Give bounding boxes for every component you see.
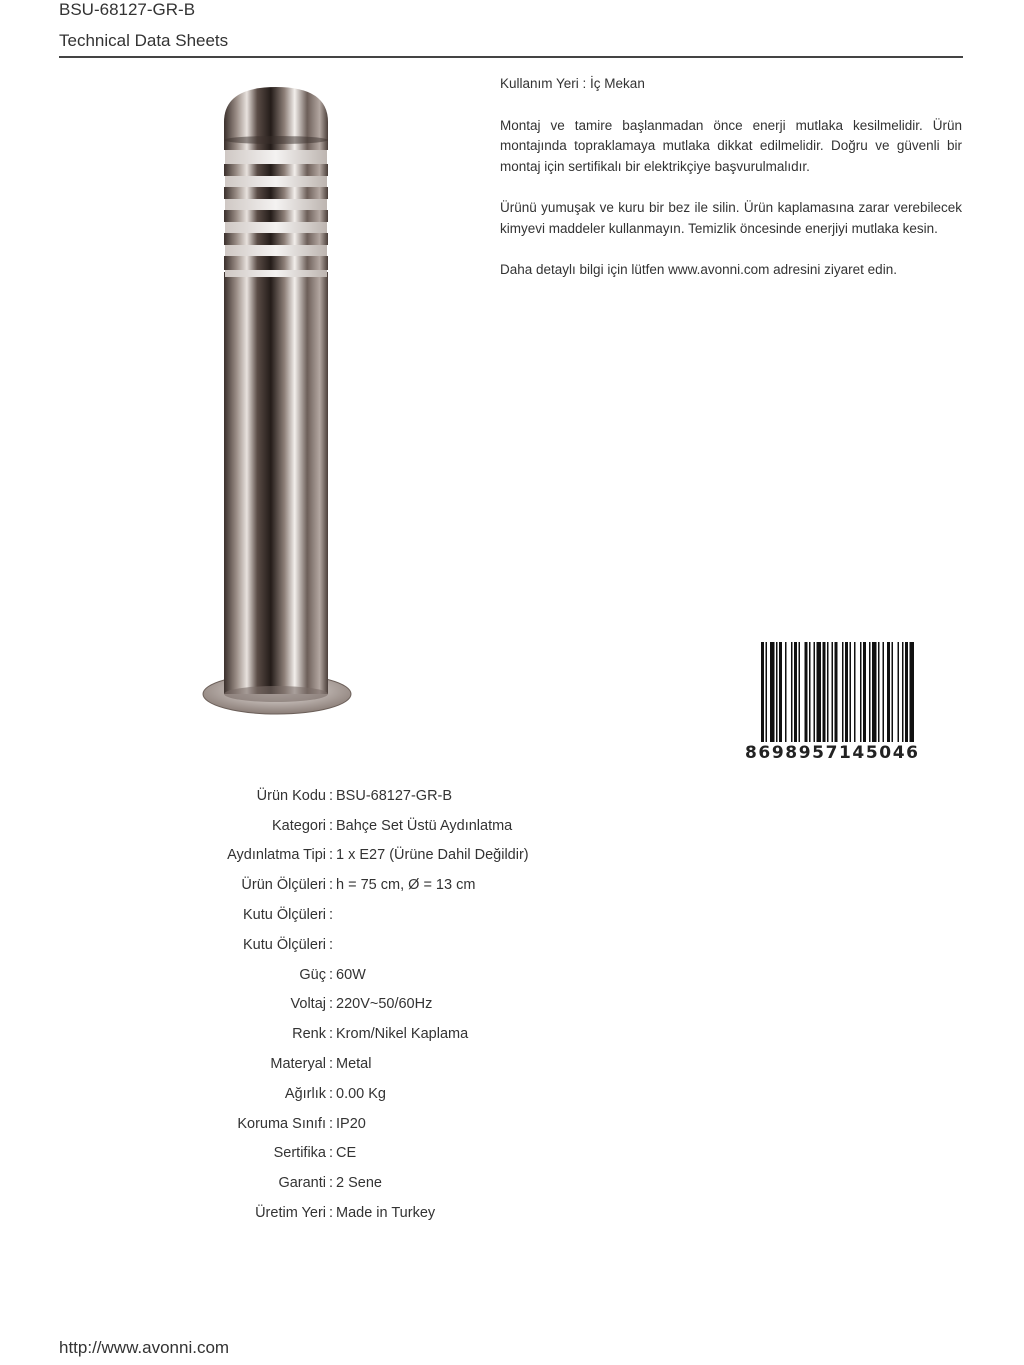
barcode-number: 8698957145046 [745, 743, 920, 762]
barcode-bar [805, 642, 808, 742]
spec-separator: : [328, 847, 334, 864]
barcode-bar [776, 642, 778, 742]
barcode-bar [799, 642, 801, 742]
spec-separator: : [328, 966, 334, 983]
barcode-bar [887, 642, 890, 742]
spec-separator: : [328, 1145, 334, 1162]
spec-separator: : [328, 1056, 334, 1073]
barcode-bar [883, 642, 885, 742]
usage-location: Kullanım Yeri : İç Mekan [500, 76, 645, 91]
barcode-bar [817, 642, 822, 742]
spec-row [150, 1079, 650, 1109]
barcode-bar [902, 642, 904, 742]
spec-value: h = 75 cm, Ø = 13 cm [336, 877, 476, 894]
spec-separator: : [328, 1026, 334, 1043]
spec-value: 60W [336, 966, 366, 983]
barcode-bar [832, 642, 834, 742]
barcode-bar [779, 642, 782, 742]
spec-label: Kutu Ölçüleri [242, 936, 326, 953]
spec-label: Renk [292, 1026, 326, 1043]
spec-table [150, 781, 650, 1228]
website-note: Daha detaylı bilgi için lütfen www.avonni.com adresini ziyaret edin. [500, 262, 897, 277]
spec-separator: : [328, 907, 334, 924]
spec-row [150, 870, 650, 900]
spec-value: Metal [336, 1056, 372, 1073]
barcode-bar [878, 642, 880, 742]
spec-separator: : [328, 1175, 334, 1192]
spec-value: Made in Turkey [336, 1205, 436, 1222]
spec-value: 1 x E27 (Ürüne Dahil Değildir) [336, 847, 529, 864]
spec-value: CE [336, 1145, 357, 1162]
header-divider [59, 56, 963, 58]
barcode [745, 640, 960, 762]
spec-label: Garanti [278, 1175, 326, 1192]
spec-label: Kutu Ölçüleri [242, 907, 326, 924]
spec-label: Materyal [270, 1056, 326, 1073]
spec-label: Ürün Kodu [256, 787, 326, 804]
barcode-bar [761, 642, 764, 742]
spec-separator: : [328, 787, 334, 804]
spec-value: 220V~50/60Hz [336, 996, 433, 1013]
barcode-bar [869, 642, 871, 742]
spec-separator: : [328, 1115, 334, 1132]
barcode-bar [814, 642, 816, 742]
info-section [500, 74, 962, 302]
barcode-bar [785, 642, 787, 742]
product-image [195, 82, 360, 717]
spec-row [150, 990, 650, 1020]
spec-row [150, 1109, 650, 1139]
barcode-bars [761, 642, 914, 742]
spec-row [150, 1019, 650, 1049]
spec-label: Aydınlatma Tipi [227, 847, 326, 864]
barcode-bar [892, 642, 894, 742]
spec-label: Güç [299, 966, 326, 983]
barcode-bar [872, 642, 877, 742]
spec-row [150, 811, 650, 841]
spec-row [150, 1168, 650, 1198]
barcode-bar [905, 642, 908, 742]
spec-value: Krom/Nikel Kaplama [336, 1026, 469, 1043]
barcode-bar [823, 642, 826, 742]
spec-separator: : [328, 877, 334, 894]
spec-row [150, 900, 650, 930]
spec-row [150, 1049, 650, 1079]
spec-row [150, 1139, 650, 1169]
spec-label: Ürün Ölçüleri [241, 877, 326, 894]
spec-label: Voltaj [290, 996, 326, 1013]
spec-value: 0.00 Kg [336, 1085, 386, 1102]
barcode-bar [827, 642, 829, 742]
barcode-bar [850, 642, 852, 742]
barcode-bar [845, 642, 848, 742]
spec-row [150, 960, 650, 990]
spec-label: Üretim Yeri [255, 1205, 326, 1222]
spec-value: BSU-68127-GR-B [336, 787, 453, 804]
document-subtitle: Technical Data Sheets [59, 31, 229, 50]
barcode-bar [835, 642, 838, 742]
barcode-bar [854, 642, 856, 742]
spec-row [150, 1198, 650, 1228]
barcode-bar [860, 642, 862, 742]
footer-url: http://www.avonni.com [59, 1338, 230, 1357]
barcode-bar [791, 642, 793, 742]
spec-label: Ağırlık [284, 1085, 326, 1102]
barcode-bar [770, 642, 775, 742]
barcode-bar [863, 642, 866, 742]
spec-value: 2 Sene [336, 1175, 382, 1192]
spec-label: Koruma Sınıfı [237, 1115, 326, 1132]
product-code-heading: BSU-68127-GR-B [59, 0, 196, 19]
barcode-bar [809, 642, 811, 742]
spec-separator: : [328, 996, 334, 1013]
spec-row [150, 841, 650, 871]
spec-label: Sertifika [273, 1145, 326, 1162]
spec-label: Kategori [271, 817, 326, 834]
barcode-bar [794, 642, 797, 742]
spec-separator: : [328, 936, 334, 953]
spec-value: IP20 [336, 1115, 366, 1132]
barcode-bar [910, 642, 915, 742]
cleaning-instructions: Ürünü yumuşak ve kuru bir bez ile silin. Ürün kaplamasına zarar verebilecek kimyevi maddeler kullanmayın. Temizlik öncesinde enerjiyi mutlaka kesin. [500, 200, 962, 236]
spec-row [150, 930, 650, 960]
spec-separator: : [328, 1085, 334, 1102]
spec-row [150, 781, 650, 811]
installation-warning: Montaj ve tamire başlanmadan önce enerji mutlaka kesilmelidir. Ürün montajında topraklamaya mutlaka dikkat edilmelidir. Doğru ve güvenli bir montaj için sertifikalı bir elektrikçiye başvurulmalıdır. [500, 117, 962, 174]
barcode-bar [898, 642, 900, 742]
barcode-bar [766, 642, 768, 742]
spec-separator: : [328, 1205, 334, 1222]
spec-value: Bahçe Set Üstü Aydınlatma [336, 817, 513, 834]
barcode-bar [842, 642, 844, 742]
spec-separator: : [328, 817, 334, 834]
